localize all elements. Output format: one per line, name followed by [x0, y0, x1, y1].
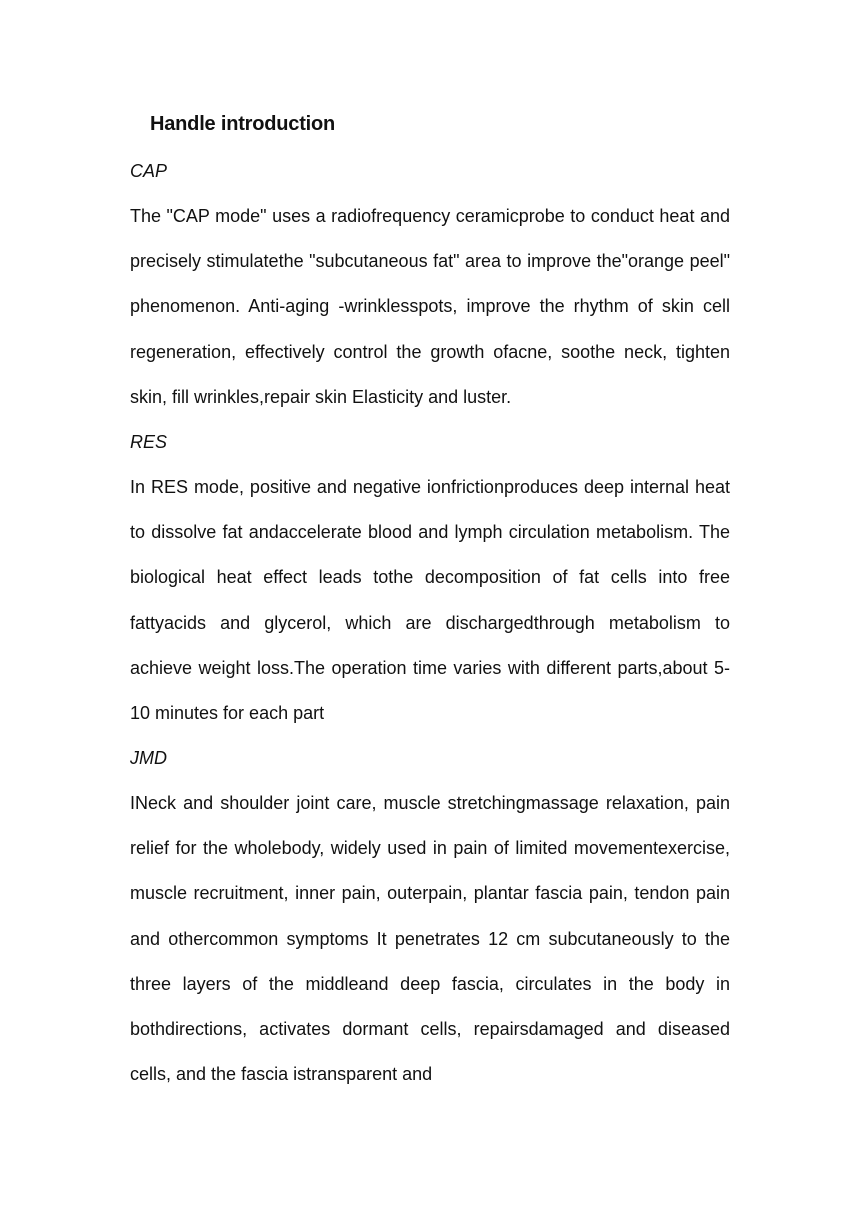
section-res [130, 420, 730, 736]
section-label-jmd: JMD [130, 748, 167, 768]
section-label-cap: CAP [130, 161, 168, 181]
section-cap [130, 149, 730, 420]
section-label-res: RES [130, 432, 168, 452]
section-text-cap: The "CAP mode" uses a radiofrequency ceramicprobe to conduct heat and precisely stimulatethe "subcutaneous fat" area to improve the"orange peel" phenomenon. Anti-aging -wrinklesspots, improve the rhythm of skin cell regeneration, effectively control the growth ofacne, soothe neck, tighten skin, fill wrinkles,repair skin Elasticity and luster. [130, 206, 730, 407]
section-text-jmd: INeck and shoulder joint care, muscle stretchingmassage relaxation, pain relief for the wholebody, widely used in pain of limited movementexercise, muscle recruitment, inner pain, outerpain, plantar fascia pain, tendon pain and othercommon symptoms It penetrates 12 cm subcutaneously to the three layers of the middleand deep fascia, circulates in the body in bothdirections, activates dormant cells, repairsdamaged and diseased cells, and the fascia istransparent and [130, 793, 730, 1085]
section-text-res: In RES mode, positive and negative ionfrictionproduces deep internal heat to dissolve fat andaccelerate blood and lymph circulation metabolism. The biological heat effect leads tothe decomposition of fat cells into free fattyacids and glycerol, which are dischargedthrough metabolism to achieve weight loss.The operation time varies with different parts,about 5-10 minutes for each part [130, 477, 730, 724]
page-title: Handle introduction [150, 113, 336, 135]
section-jmd [130, 736, 730, 1097]
